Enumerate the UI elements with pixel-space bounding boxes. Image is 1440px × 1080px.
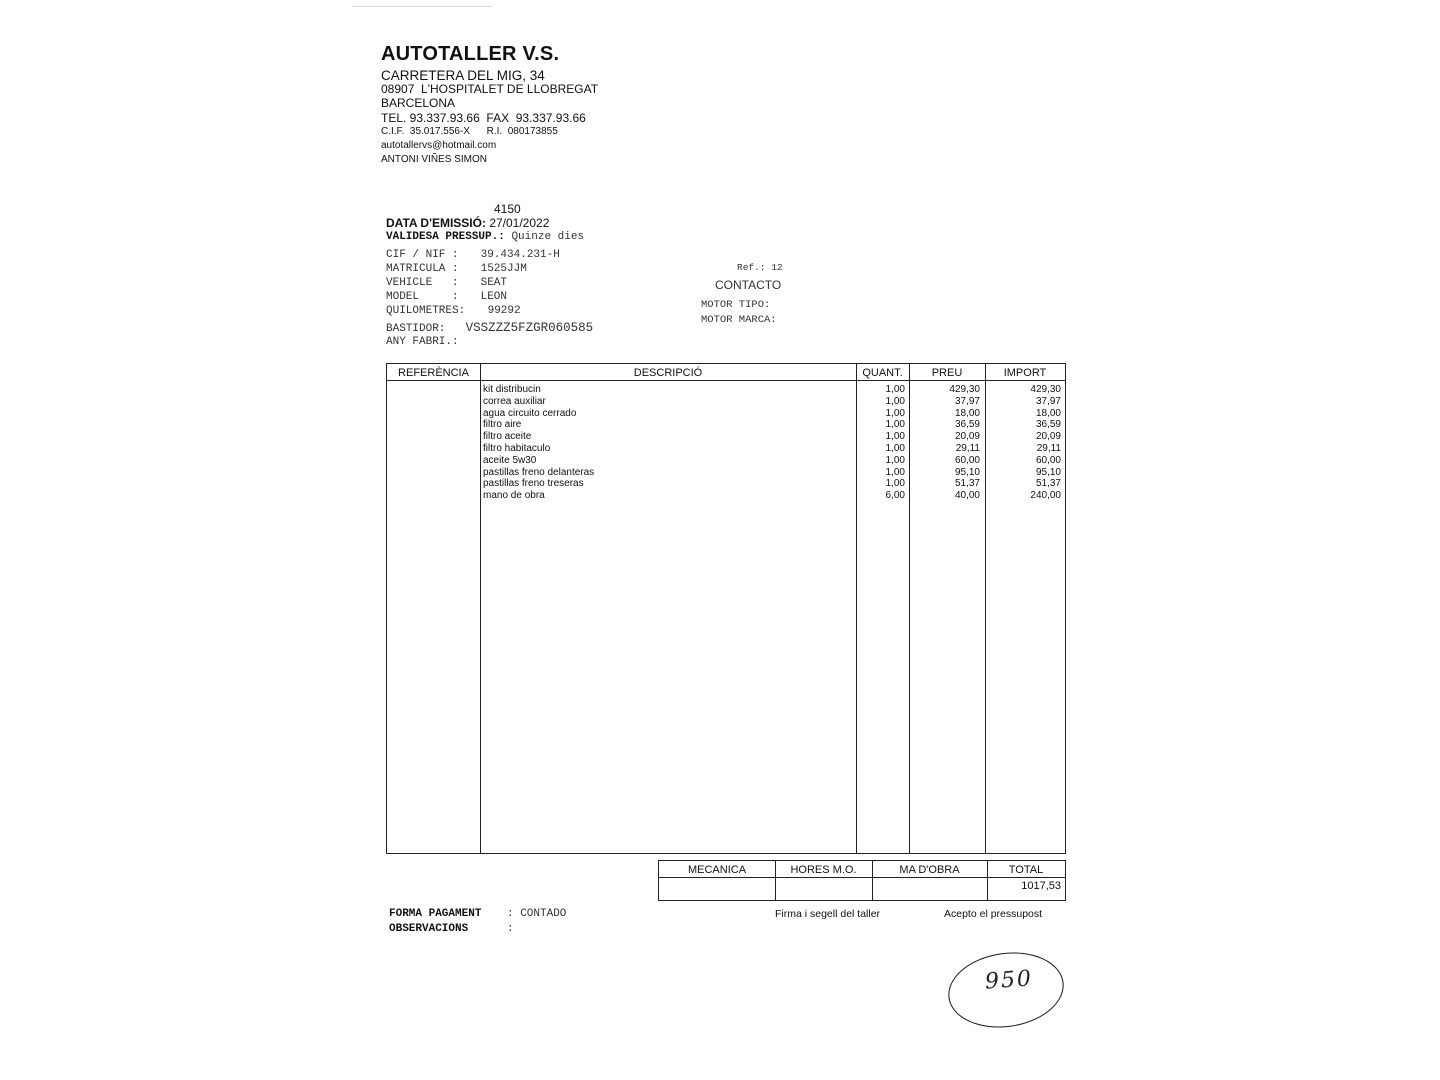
contact-label: CONTACTO <box>715 278 782 292</box>
row-description: filtro aceite <box>483 431 532 443</box>
issue-date-label: DATA D'EMISSIÓ: <box>386 216 486 230</box>
row-quantity: 1,00 <box>885 395 905 407</box>
row-price: 429,30 <box>949 384 980 395</box>
row-amount: 51,37 <box>1035 478 1061 490</box>
row-description: kit distribucin <box>483 384 541 395</box>
chassis-value: VSSZZZ5FZGR060585 <box>465 321 594 335</box>
total-label: TOTAL <box>1008 864 1044 876</box>
company-name: AUTOTALLER V.S. <box>381 43 560 65</box>
table-row <box>387 443 1065 455</box>
row-amount: 37,97 <box>1035 395 1061 407</box>
model-label: MODEL : <box>386 291 459 303</box>
company-owner: ANTONI VIÑES SIMON <box>381 154 487 165</box>
notes-label: OBSERVACIONS <box>389 923 469 935</box>
total-value: 1017,53 <box>1021 880 1061 892</box>
labour-label: MA D'OBRA <box>899 864 960 876</box>
items-table <box>386 363 1066 854</box>
header-reference: REFERÈNCIA <box>398 367 469 379</box>
header-description: DESCRIPCIÓ <box>633 367 703 379</box>
vehicle-value: SEAT <box>480 277 508 289</box>
row-price: 29,11 <box>955 443 980 454</box>
table-row <box>387 419 1065 431</box>
header-amount: IMPORT <box>1003 367 1047 379</box>
row-price: 36,59 <box>954 419 980 431</box>
table-row <box>387 490 1065 502</box>
row-price: 95,10 <box>954 466 980 478</box>
row-quantity: 1,00 <box>885 407 905 419</box>
row-quantity: 1,00 <box>885 478 905 490</box>
row-amount: 18,00 <box>1035 407 1061 419</box>
totals-box <box>658 860 1066 901</box>
table-row <box>387 455 1065 467</box>
cif-row <box>386 249 560 261</box>
row-price: 60,00 <box>954 454 980 466</box>
engine-type-label: MOTOR TIPO: <box>701 299 771 311</box>
year-label: ANY FABRI.: <box>386 336 459 348</box>
document-number: 4150 <box>494 202 521 216</box>
table-row <box>387 467 1065 479</box>
km-value: 99292 <box>487 305 521 317</box>
row-quantity: 6,00 <box>885 490 905 502</box>
company-province: BARCELONA <box>381 96 456 110</box>
row-price: 20,09 <box>954 431 980 443</box>
validity-label: VALIDESA PRESSUP.: <box>386 231 505 243</box>
row-description: correa auxiliar <box>483 395 546 407</box>
model-row <box>386 291 507 303</box>
plate-label: MATRICULA : <box>386 263 459 275</box>
row-description: pastillas freno treseras <box>483 478 584 490</box>
row-amount: 429,30 <box>1030 384 1061 395</box>
km-label: QUILOMETRES: <box>386 305 466 317</box>
workshop-signature-label: Firma i segell del taller <box>775 908 881 920</box>
plate-value: 1525JJM <box>480 263 527 275</box>
payment-value: : CONTADO <box>507 908 567 920</box>
plate-row <box>386 263 527 275</box>
table-row <box>387 408 1065 420</box>
scan-edge-line <box>352 6 492 7</box>
chassis-row <box>386 321 593 335</box>
model-value: LEON <box>480 291 508 303</box>
row-description: aceite 5w30 <box>483 454 537 466</box>
budget-validity <box>386 231 584 243</box>
hours-label: HORES M.O. <box>790 864 857 876</box>
row-quantity: 1,00 <box>885 384 905 395</box>
accept-budget-label: Acepto el pressupost <box>944 908 1043 920</box>
row-quantity: 1,00 <box>885 431 905 443</box>
row-description: pastillas freno delanteras <box>483 466 595 478</box>
table-row <box>387 396 1065 408</box>
validity-value: Quinze dies <box>511 231 585 243</box>
mechanic-label: MECANICA <box>687 864 747 876</box>
payment-row <box>389 908 566 920</box>
row-amount: 240,00 <box>1030 490 1061 502</box>
row-amount: 36,59 <box>1035 419 1061 431</box>
vehicle-row <box>386 277 507 289</box>
row-description: filtro aire <box>483 419 522 431</box>
table-row <box>387 431 1065 443</box>
header-divider <box>387 380 1065 381</box>
row-amount: 20,09 <box>1035 431 1061 443</box>
vehicle-label: VEHICLE : <box>386 277 459 289</box>
payment-label: FORMA PAGAMENT <box>389 908 482 920</box>
row-quantity: 1,00 <box>885 443 905 454</box>
engine-brand-label: MOTOR MARCA: <box>701 314 777 326</box>
cif-value: 39.434.231-H <box>480 249 560 261</box>
issue-date <box>386 216 549 230</box>
table-row <box>387 384 1065 396</box>
km-row <box>386 305 521 317</box>
row-amount: 29,11 <box>1036 443 1061 454</box>
row-description: mano de obra <box>483 490 545 502</box>
row-price: 40,00 <box>954 490 980 502</box>
row-quantity: 1,00 <box>885 466 905 478</box>
row-amount: 95,10 <box>1035 466 1061 478</box>
row-price: 37,97 <box>954 395 980 407</box>
row-price: 51,37 <box>954 478 980 490</box>
company-phones: TEL. 93.337.93.66 FAX 93.337.93.66 <box>381 111 586 125</box>
row-amount: 60,00 <box>1035 454 1061 466</box>
company-email: autotallervs@hotmail.com <box>381 140 497 151</box>
totals-divider <box>659 877 1065 878</box>
company-tax-ids: C.I.F. 35.017.556-X R.I. 080173855 <box>381 126 558 137</box>
header-quantity: QUANT. <box>862 367 903 379</box>
notes-value: : <box>507 923 514 935</box>
chassis-label: BASTIDOR: <box>386 323 446 335</box>
cif-label: CIF / NIF : <box>386 249 459 261</box>
issue-date-value: 27/01/2022 <box>489 216 550 230</box>
handwritten-number: 950 <box>984 966 1034 995</box>
notes-row <box>389 923 514 935</box>
company-address: CARRETERA DEL MIG, 34 <box>381 68 545 83</box>
header-price: PREU <box>931 367 963 379</box>
row-description: filtro habitaculo <box>483 443 551 454</box>
row-quantity: 1,00 <box>885 454 905 466</box>
ref-label: Ref.: 12 <box>737 262 783 273</box>
row-price: 18,00 <box>954 407 980 419</box>
row-quantity: 1,00 <box>885 419 905 431</box>
row-description: agua circuito cerrado <box>483 407 577 419</box>
company-city: 08907 L'HOSPITALET DE LLOBREGAT <box>381 82 599 96</box>
table-row <box>387 478 1065 490</box>
